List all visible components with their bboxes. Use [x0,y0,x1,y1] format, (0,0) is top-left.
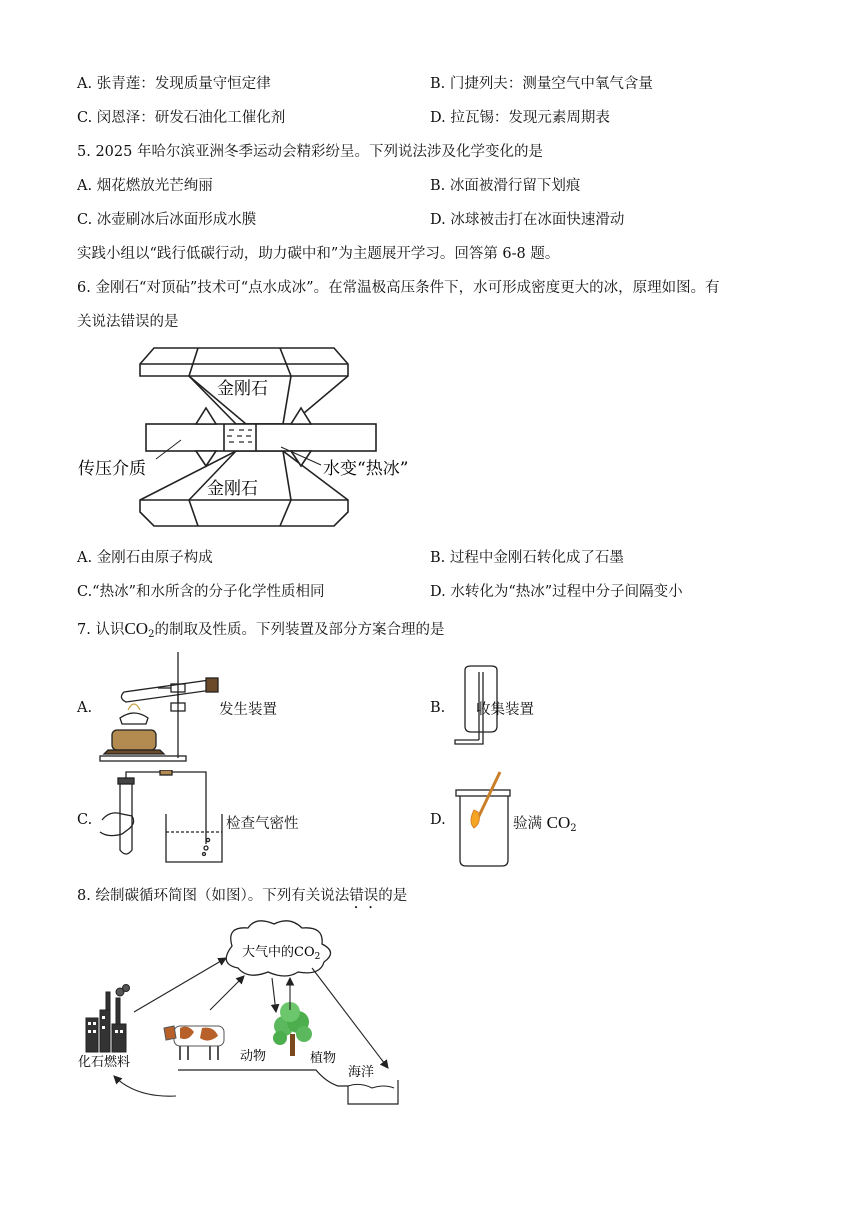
q6-option-b: B. 过程中金刚石转化成了石墨 [430,550,624,566]
q5-option-d: D. 冰球被击打在冰面快速滑动 [430,212,625,228]
q6-option-d: D. 水转化为“热冰”过程中分子间隔变小 [430,584,683,600]
bottom-diamond-label: 金刚石 [207,479,258,499]
section-intro: 实践小组以“践行低碳行动，助力碳中和”为主题展开学习。回答第 6-8 题。 [77,246,560,262]
q8-stem: 8. 绘制碳循环简图（如图）。下列有关说法错误的是 [77,888,408,904]
q6-stem-line2: 关说法错误的是 [77,314,179,330]
q5-option-c: C. 冰壶刷冰后冰面形成水膜 [77,212,257,228]
fossil-fuel-label: 化石燃料 [78,1055,131,1070]
q6-stem-line1: 6. 金刚石“对顶砧”技术可“点水成冰”。在常温极高压条件下，水可形成密度更大的冰，原理如图。有 [77,280,720,296]
q7-option-a-label: 发生装置 [219,702,277,718]
factory-icon [86,985,130,1053]
carbon-cycle-figure [76,918,406,1114]
q4-option-b: B. 门捷列夫：测量空气中氧气含量 [430,76,653,92]
q6-option-a: A. 金刚石由原子构成 [77,550,213,566]
co2-full-test-figure [452,770,514,868]
generator-apparatus-figure [98,650,220,765]
ocean-label: 海洋 [348,1065,375,1080]
hot-ice-label: 水变“热冰” [323,459,409,479]
q5-option-a: A. 烟花燃放光芒绚丽 [77,178,213,194]
pressure-medium-bar [146,424,376,451]
top-diamond-label: 金刚石 [217,379,268,399]
diamond-anvil-figure [76,340,456,535]
q7-stem: 7. 认识$CO_2$的制取及性质。下列装置及部分方案合理的是 [77,619,445,640]
cow-icon [164,1026,224,1060]
q7-option-c-letter: C. [77,812,93,828]
cycle-arrows [114,958,388,1096]
animal-label: 动物 [240,1049,267,1064]
plant-label: 植物 [310,1051,337,1066]
tree-icon [273,1002,312,1056]
q4-option-c: C. 闵恩泽：研发石油化工催化剂 [77,110,286,126]
pressure-medium-label: 传压介质 [78,459,146,479]
q7-option-b-letter: B. [430,700,446,716]
airtightness-check-figure [98,770,226,866]
q7-option-c-label: 检查气密性 [226,816,299,832]
q6-option-c: C.“热冰”和水所含的分子化学性质相同 [77,584,325,600]
q7-option-b-label: 收集装置 [476,702,534,718]
q4-option-a: A. 张青莲：发现质量守恒定律 [77,76,271,92]
q7-option-d-letter: D. [430,812,446,828]
q5-stem: 5. 2025 年哈尔滨亚洲冬季运动会精彩纷呈。下列说法涉及化学变化的是 [77,144,543,160]
q4-option-d: D. 拉瓦锡：发现元素周期表 [430,110,610,126]
q7-option-a-letter: A. [77,700,93,716]
cloud-label: 大气中的$CO_2$ [242,945,321,962]
q5-option-b: B. 冰面被滑行留下划痕 [430,178,581,194]
q7-option-d-label: 验满 $CO_2$ [513,813,577,834]
